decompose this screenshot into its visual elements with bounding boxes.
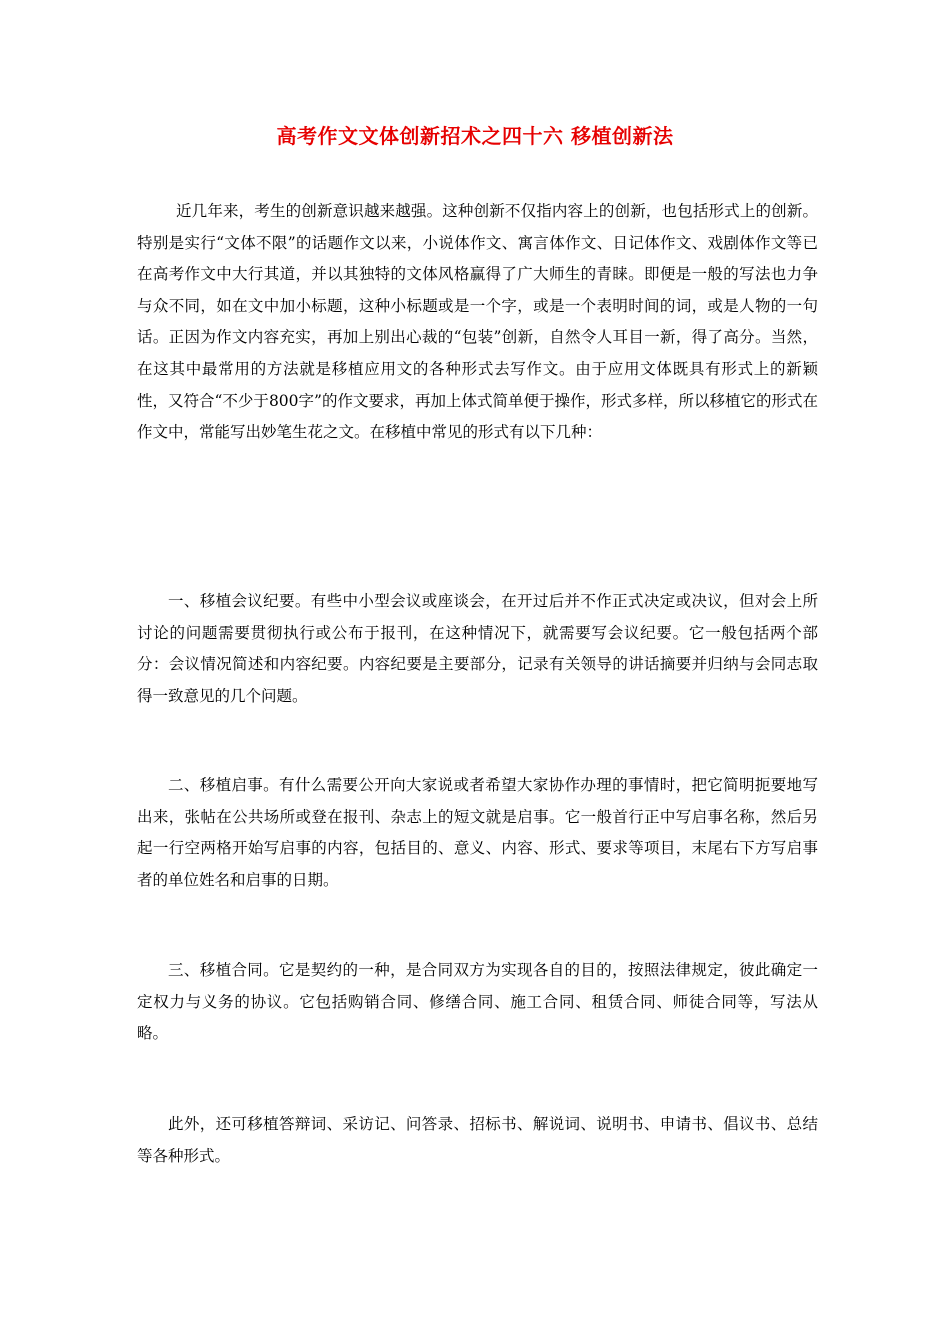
paragraph-other-forms: 此外，还可移植答辩词、采访记、问答录、招标书、解说词、说明书、申请书、倡议书、总结等各种形式。 [137,1115,818,1165]
paragraph-meeting-minutes: 一、移植会议纪要。有些中小型会议或座谈会，在开过后并不作正式决定或决议，但对会上所讨论的问题需要贯彻执行或公布于报刊，在这种情况下，就需要写会议纪要。它一般包括两个部分：会议情况简述和内容纪要。内容纪要是主要部分，记录有关领导的讲话摘要并归纳与会同志取得一致意见的几个问题。 [137,592,818,705]
paragraph-notice: 二、移植启事。有什么需要公开向大家说或者希望大家协作办理的事情时，把它简明扼要地写出来，张帖在公共场所或登在报刊、杂志上的短文就是启事。它一般首行正中写启事名称，然后另起一行空两格开始写启事的内容，包括目的、意义、内容、形式、要求等项目，末尾右下方写启事者的单位姓名和启事的日期。 [137,776,818,889]
intro-paragraph: 近几年来，考生的创新意识越来越强。这种创新不仅指内容上的创新，也包括形式上的创新。特别是实行“文体不限”的话题作文以来，小说体作文、寓言体作文、日记体作文、戏剧体作文等已在高考作文中大行其道，并以其独特的文体风格赢得了广大师生的青睐。即便是一般的写法也力争与众不同，如在文中加小标题，这种小标题或是一个字，或是一个表明时间的词，或是人物的一句话。正因为作文内容充实，再加上别出心裁的“包装”创新，自然令人耳目一新，得了高分。当然，在这其中最常用的方法就是移植应用文的各种形式去写作文。由于应用文体既具有形式上的新颖性，又符合“不少于800字”的作文要求，再加上体式简单便于操作，形式多样，所以移植它的形式在作文中，常能写出妙笔生花之文。在移植中常见的形式有以下几种： [137,202,818,442]
document-title: 高考作文文体创新招术之四十六 移植创新法 [276,124,674,148]
paragraph-contract: 三、移植合同。它是契约的一种，是合同双方为实现各自的目的，按照法律规定，彼此确定一定权力与义务的协议。它包括购销合同、修缮合同、施工合同、租赁合同、师徒合同等，写法从略。 [137,961,818,1043]
